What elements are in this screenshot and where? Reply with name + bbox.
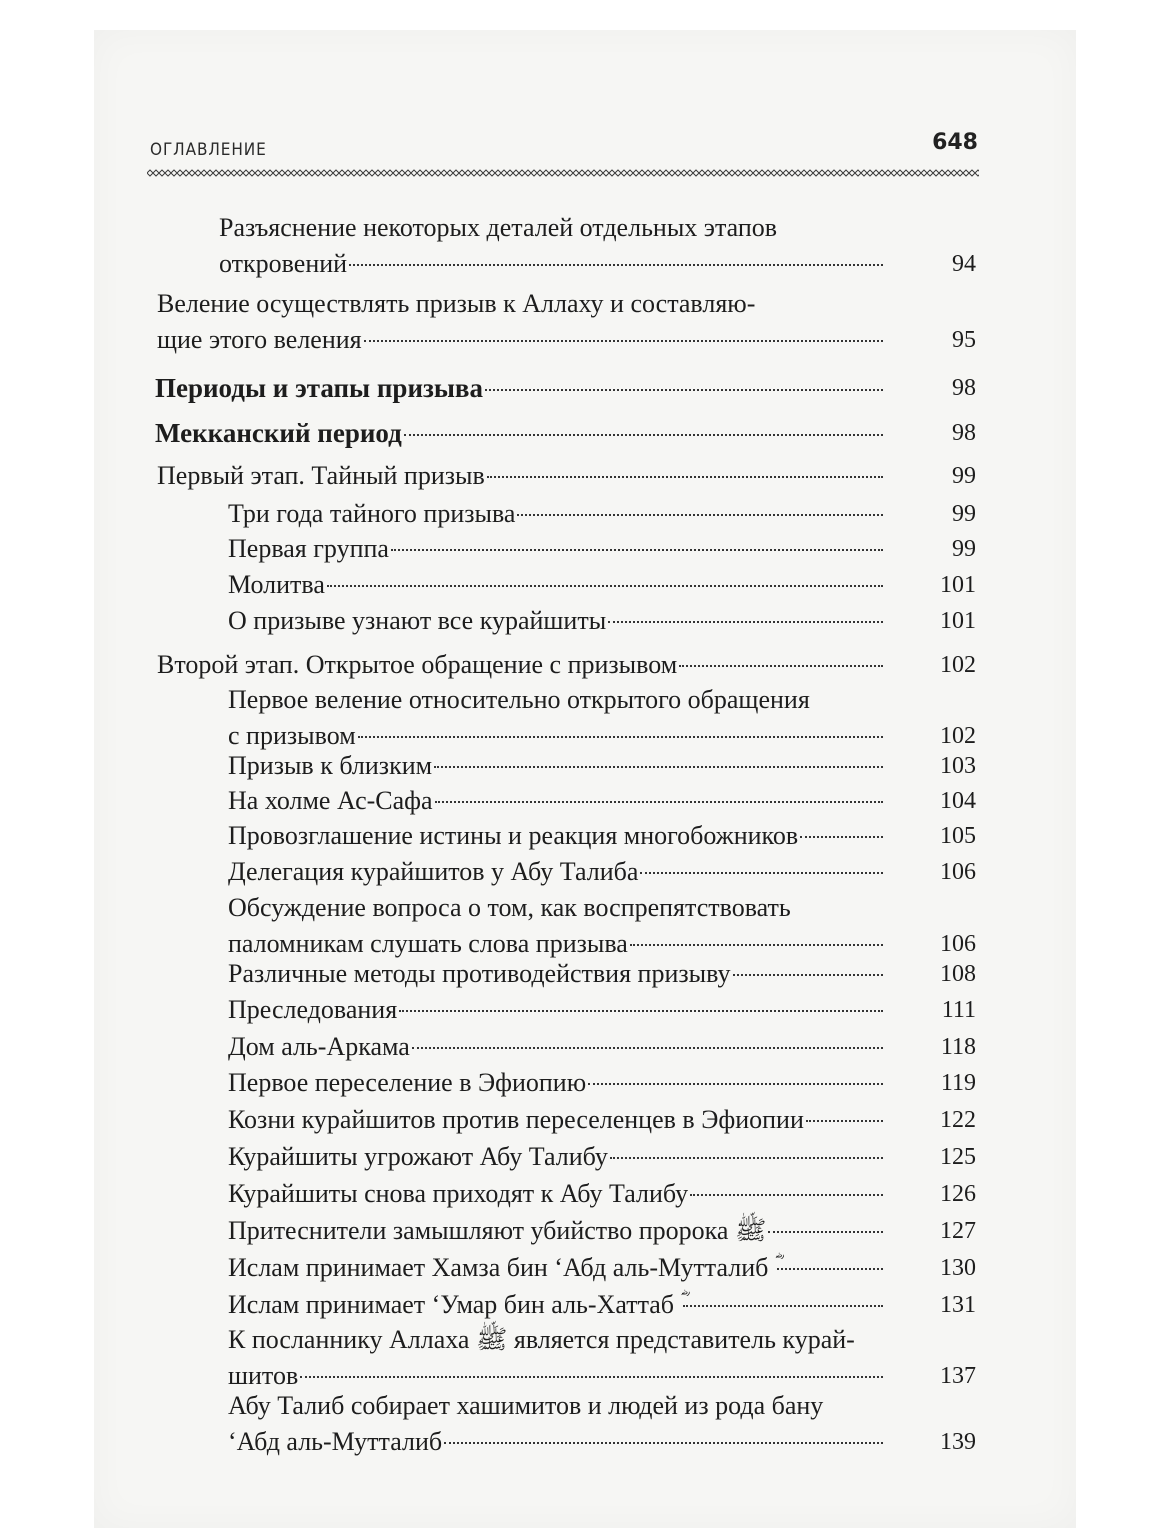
toc-entry-text: Призыв к близким [228,751,433,780]
toc-page-number: 94 [952,251,976,277]
toc-entry-text: Первый этап. Тайный призыв [157,461,485,490]
toc-entry[interactable] [228,531,976,567]
dot-leader [327,585,883,587]
toc-entry-text: Ислам принимает ‘Умар бин аль-Хаттаб ؓ [228,1290,681,1319]
toc-page-number: 127 [940,1218,976,1244]
toc-page-number: 98 [952,375,976,401]
page-number: 648 [932,130,978,155]
toc-entry[interactable] [228,748,976,784]
toc-entry-text: с призывом [228,721,356,750]
toc-entry[interactable] [228,1322,976,1394]
toc-entry[interactable] [228,1176,976,1212]
dot-leader [487,476,883,478]
toc-entry-text: Преследования [228,995,398,1024]
toc-entry-text: Три года тайного призыва [228,499,516,528]
toc-page-number: 106 [940,931,976,957]
toc-entry[interactable] [228,1388,976,1460]
toc-entry-text: На холме Ас-Сафа [228,786,433,815]
dot-leader [358,736,883,738]
toc-page-number: 108 [940,961,976,987]
dot-leader [608,621,883,623]
toc-page-number: 118 [940,1034,976,1060]
toc-entry-text: Абу Талиб собирает хашимитов и людей из рода бану [228,1391,824,1420]
dot-leader [800,836,883,838]
dot-leader [640,872,883,874]
dot-leader [485,389,883,391]
toc-entry-text: Провозглашение истины и реакция многобожников [228,821,799,850]
dot-leader [777,1268,883,1270]
toc-entry[interactable] [228,890,976,962]
toc-entry[interactable] [228,818,976,854]
toc-entry-text: Различные методы противодействия призыву [228,959,731,988]
toc-entry-text: Делегация курайшитов у Абу Талиба [228,857,639,886]
toc-page-number: 137 [940,1363,976,1389]
dot-leader [768,1231,883,1233]
toc-page-number: 122 [940,1107,976,1133]
toc-entry[interactable] [228,1065,976,1101]
toc-entry-text: Веление осуществлять призыв к Аллаху и составляю- [157,289,756,318]
dot-leader [399,1010,883,1012]
toc-entry[interactable] [228,992,976,1028]
toc-entry-text: Первая группа [228,534,389,563]
dot-leader [733,974,883,976]
toc-page-number: 106 [940,859,976,885]
dot-leader [364,340,883,342]
dot-leader [610,1157,883,1159]
toc-entry[interactable] [155,370,976,406]
toc-entry-text: Курайшиты угрожают Абу Талибу [228,1142,608,1171]
dot-leader [683,1305,883,1307]
toc-page-number: 126 [940,1181,976,1207]
toc-page-number: 101 [940,608,976,634]
toc-entry[interactable] [157,286,976,358]
toc-entry-text: паломникам слушать слова призыва [228,929,628,958]
toc-entry[interactable] [228,1213,976,1249]
toc-entry-text: Дом аль-Аркама [228,1032,410,1061]
toc-entry[interactable] [228,682,976,754]
toc-entry-text: шитов [228,1361,299,1390]
toc-entry-text: Козни курайшитов против переселенцев в Эфиопии [228,1105,804,1134]
toc-entry[interactable] [228,1029,976,1065]
toc-page-number: 105 [940,823,976,849]
toc-entry[interactable] [228,1139,976,1175]
dot-leader [444,1442,883,1444]
toc-entry-text: Мекканский период [155,418,402,448]
toc-entry-text: Второй этап. Открытое обращение с призывом [157,650,678,679]
toc-entry-text: Первое переселение в Эфиопию [228,1068,587,1097]
toc-page-number: 119 [940,1070,976,1096]
toc-entry[interactable] [157,458,976,494]
toc-page-number: 130 [940,1255,976,1281]
toc-entry-text: К посланнику Аллаха ﷺ является представитель курай- [228,1325,855,1354]
toc-entry[interactable] [228,1287,976,1323]
toc-page-number: 111 [941,997,976,1023]
dot-leader [404,434,883,436]
toc-entry-text: Ислам принимает Хамза бин ‘Абд аль-Мутталиб ؓ [228,1253,775,1282]
toc-entry-text: Курайшиты снова приходят к Абу Талибу [228,1179,689,1208]
toc-page-number: 104 [940,788,976,814]
toc-page-number: 139 [940,1429,976,1455]
toc-entry-text: Молитва [228,570,325,599]
toc-entry-text: Периоды и этапы призыва [155,373,484,403]
toc-entry-text: Разъяснение некоторых деталей отдельных этапов [219,213,778,242]
toc-entry-text: ‘Абд аль-Мутталиб [228,1427,443,1456]
dot-leader [349,264,883,266]
dot-leader [434,766,883,768]
toc-entry-text: О призыве узнают все курайшиты [228,606,607,635]
toc-page-number: 101 [940,572,976,598]
dot-leader [517,514,883,516]
toc-entry-text: Обсуждение вопроса о том, как воспрепятствовать [228,893,791,922]
toc-page-number: 95 [952,327,976,353]
toc-page-number: 99 [952,463,976,489]
toc-entry[interactable] [228,603,976,639]
toc-entry[interactable] [219,210,976,282]
toc-page-number: 103 [940,753,976,779]
toc-entry[interactable] [228,854,976,890]
dot-leader [300,1376,883,1378]
dot-leader [679,665,883,667]
toc-entry[interactable] [155,415,976,451]
toc-entry[interactable] [157,647,976,683]
running-head [150,128,978,172]
toc-page-number: 98 [952,420,976,446]
toc-entry[interactable] [228,956,976,992]
ornament-divider [147,169,979,177]
toc-page-number: 99 [952,501,976,527]
toc-entry[interactable] [228,567,976,603]
toc-entry[interactable] [228,1102,976,1138]
toc-entry-text: Притеснители замышляют убийство пророка ﷺ [228,1216,767,1245]
dot-leader [412,1047,883,1049]
toc-entry[interactable] [228,783,976,819]
toc-entry[interactable] [228,1250,976,1286]
toc-entry-text: откровений [219,249,348,278]
dot-leader [806,1120,883,1122]
dot-leader [435,801,883,803]
toc-page-number: 102 [940,723,976,749]
toc-page-number: 99 [952,536,976,562]
toc-entry[interactable] [228,496,976,532]
dot-leader [690,1194,883,1196]
running-title: ОГЛАВЛЕНИЕ [150,140,267,160]
toc-entry-text: Первое веление относительно открытого обращения [228,685,810,714]
toc-page-number: 125 [940,1144,976,1170]
dot-leader [588,1083,883,1085]
toc-entry-text: щие этого веления [157,325,362,354]
toc-page-number: 102 [940,652,976,678]
dot-leader [391,549,883,551]
toc-page-number: 131 [940,1292,976,1318]
dot-leader [630,944,883,946]
